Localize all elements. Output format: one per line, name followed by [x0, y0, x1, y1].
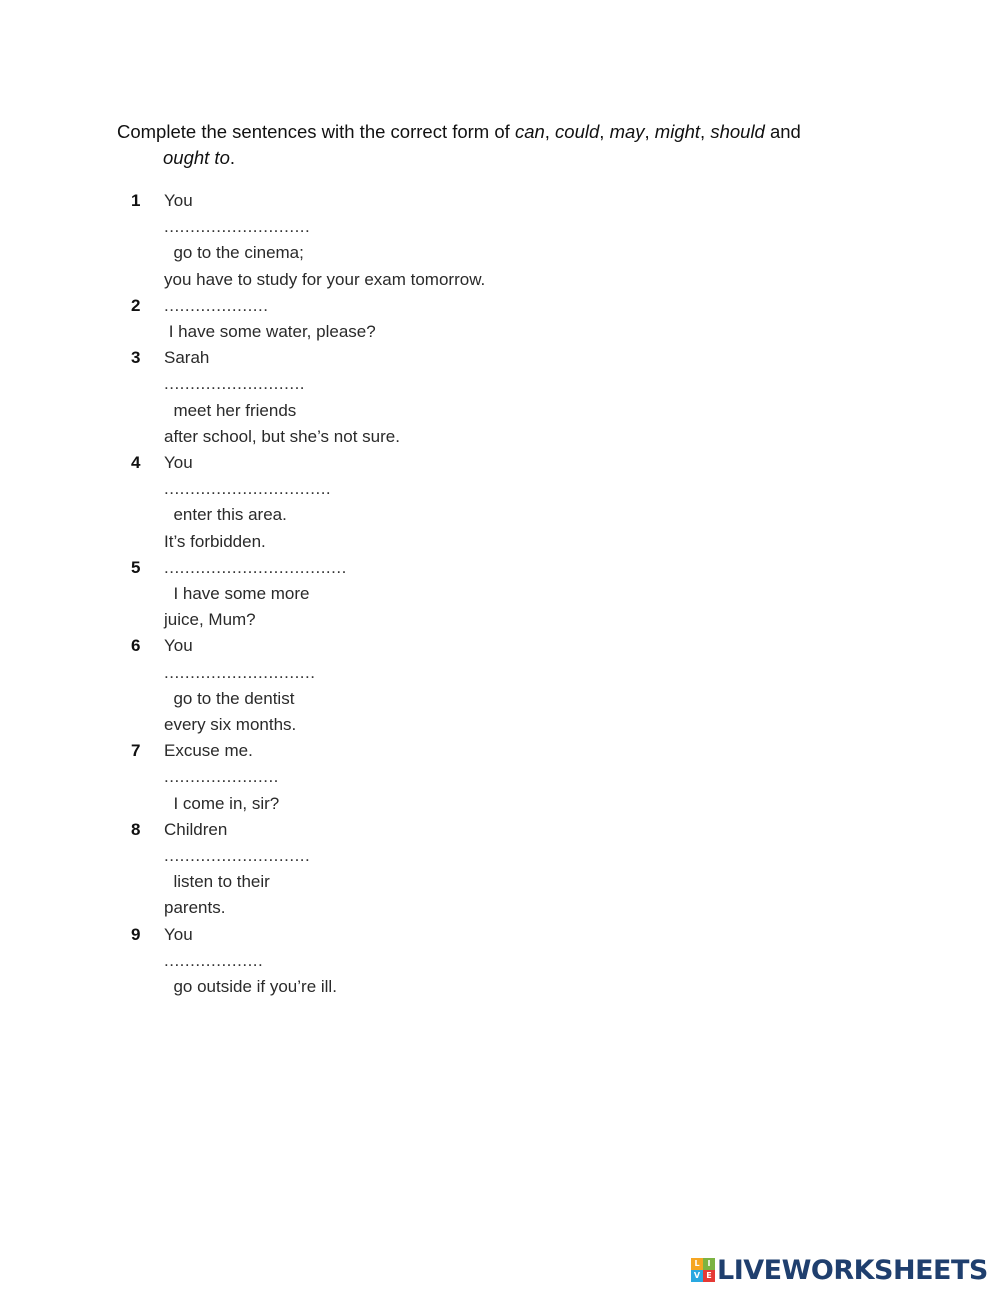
separator: , — [599, 121, 610, 142]
logo-mark-square: E — [703, 1270, 715, 1282]
logo-mark-square: V — [691, 1270, 703, 1282]
separator: , — [544, 121, 556, 142]
item-number: 4 — [131, 453, 141, 473]
logo-mark-square: I — [703, 1258, 715, 1270]
modal-ought-to: ought to — [163, 147, 230, 168]
sentence-line-2: every six months. — [164, 715, 297, 735]
logo-text: LIVEWORKSHEETS — [717, 1254, 988, 1286]
exercise-list — [128, 188, 548, 1000]
sentence-line-2: after school, but she’s not sure. — [164, 426, 400, 446]
item-sentence — [164, 922, 548, 1001]
exercise-item — [128, 293, 548, 345]
sentence-line-1 — [164, 555, 548, 607]
answer-blank[interactable]: ................................ — [164, 479, 332, 499]
exercise-item — [128, 188, 548, 293]
answer-blank[interactable]: ............................. — [164, 662, 316, 682]
modal-could: could — [555, 121, 600, 142]
exercise-item — [128, 345, 548, 450]
sentence-end: I have some water, please? — [164, 322, 376, 342]
separator: , — [644, 121, 655, 142]
sentence-end: go outside if you’re ill. — [164, 977, 337, 997]
item-sentence — [164, 450, 548, 555]
item-sentence — [164, 817, 548, 922]
modal-might: might — [654, 121, 701, 142]
item-number: 2 — [131, 295, 141, 315]
item-number: 8 — [131, 819, 141, 839]
sentence-start: You — [164, 191, 203, 210]
sentence-end: enter this area. — [164, 505, 287, 525]
item-sentence — [164, 633, 548, 738]
exercise-item — [128, 738, 548, 817]
sentence-line-1 — [164, 633, 548, 712]
exercise-item — [128, 633, 548, 738]
sentence-end: meet her friends — [164, 400, 297, 420]
sentence-line-2: juice, Mum? — [164, 610, 256, 630]
sentence-start: You — [164, 924, 203, 944]
sentence-line-1 — [164, 922, 548, 1001]
item-sentence — [164, 293, 548, 345]
instructions — [117, 119, 857, 171]
sentence-end: go to the dentist — [164, 688, 295, 708]
sentence-start: You — [164, 636, 203, 656]
modal-should: should — [710, 121, 765, 142]
modal-can: can — [514, 121, 545, 142]
answer-blank[interactable]: ............................ — [164, 217, 311, 237]
sentence-line-1 — [164, 293, 548, 345]
answer-blank[interactable]: ...................... — [164, 767, 279, 787]
instructions-line-2 — [117, 145, 857, 171]
exercise-item — [128, 450, 548, 555]
sentence-end: listen to their — [164, 872, 270, 892]
exercise-item — [128, 555, 548, 634]
item-number: 9 — [131, 924, 141, 944]
sentence-line-1 — [164, 817, 548, 896]
item-sentence — [164, 738, 548, 817]
item-number: 7 — [131, 741, 141, 761]
sentence-line-1 — [164, 188, 548, 267]
sentence-line-1 — [164, 450, 548, 529]
sentence-start: You — [164, 453, 203, 473]
answer-blank[interactable]: ............................ — [164, 846, 311, 866]
item-sentence — [164, 345, 548, 450]
logo-mark-square: L — [691, 1258, 703, 1270]
item-sentence — [164, 555, 548, 634]
sentence-line-2: It’s forbidden. — [164, 531, 266, 551]
exercise-item — [128, 922, 548, 1001]
live-mark-icon — [691, 1258, 715, 1282]
sentence-end: go to the cinema; — [164, 243, 304, 263]
sentence-end: I have some more — [164, 584, 310, 604]
instructions-and: and — [764, 121, 801, 142]
item-number: 1 — [131, 191, 141, 210]
sentence-end: I come in, sir? — [164, 793, 280, 813]
item-number: 5 — [131, 557, 141, 577]
sentence-start: Children — [164, 819, 237, 839]
answer-blank[interactable]: ................... — [164, 950, 264, 970]
sentence-start: Excuse me. — [164, 741, 263, 761]
liveworksheets-logo — [691, 1254, 988, 1286]
exercise-item — [128, 817, 548, 922]
answer-blank[interactable]: ................................... — [164, 557, 347, 577]
sentence-start: Sarah — [164, 348, 219, 368]
separator: , — [700, 121, 711, 142]
modal-may: may — [609, 121, 645, 142]
instructions-text: Complete the sentences with the correct form of — [117, 121, 515, 142]
sentence-line-1 — [164, 738, 548, 817]
instructions-period: . — [229, 147, 236, 168]
sentence-line-2: parents. — [164, 898, 226, 918]
item-number: 6 — [131, 636, 141, 656]
sentence-line-1 — [164, 345, 548, 424]
answer-blank[interactable]: .................... — [164, 295, 269, 315]
answer-blank[interactable]: ........................... — [164, 374, 306, 394]
item-sentence — [164, 188, 548, 293]
item-number: 3 — [131, 348, 141, 368]
sentence-line-2: you have to study for your exam tomorrow. — [164, 269, 486, 289]
